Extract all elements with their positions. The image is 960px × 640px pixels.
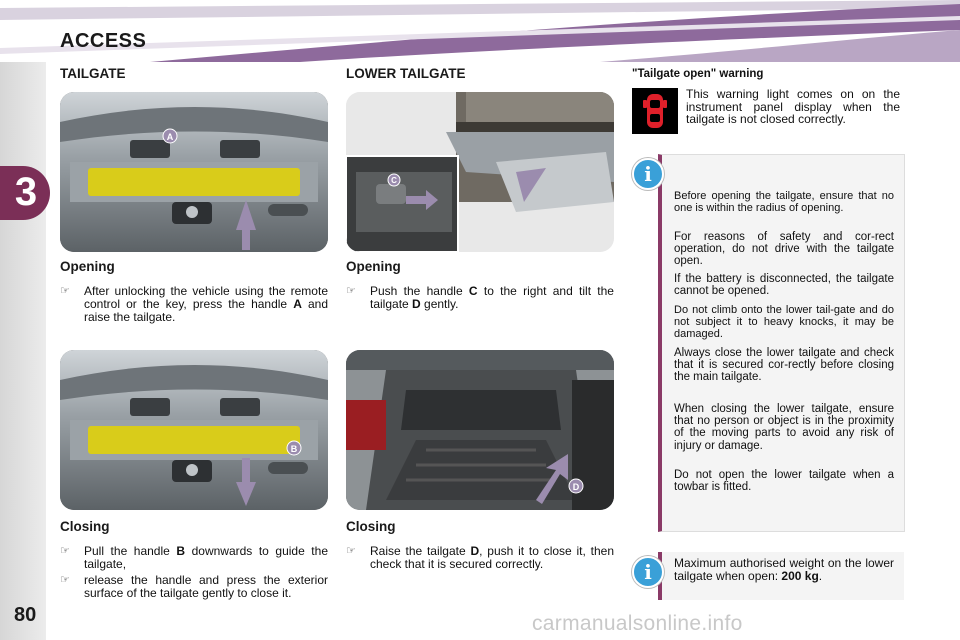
info-paragraph: Always close the lower tailgate and check that it is secured cor-rectly before closing the main tailgate.	[674, 347, 894, 384]
tailgate-closing-step-1: ☞ Pull the handle B downwards to guide the tailgate,	[60, 544, 328, 571]
info-icon: i	[632, 158, 664, 190]
label-c: C	[391, 176, 397, 185]
car-tailgate-open-icon	[632, 88, 678, 134]
lower-tailgate-opening-step: ☞ Push the handle C to the right and tilt the tailgate D gently.	[346, 284, 614, 311]
tailgate-opening-photo	[60, 92, 328, 252]
lower-tailgate-closing-photo	[346, 350, 614, 510]
warning-text: This warning light comes on on the instrument panel display when the tailgate is not closed correctly.	[686, 87, 900, 126]
lower-tailgate-heading: LOWER TAILGATE	[346, 66, 466, 81]
label-b: B	[290, 444, 298, 454]
tailgate-closing-title: Closing	[60, 519, 110, 534]
chapter-number: 3	[14, 170, 38, 214]
info-paragraph: If the battery is disconnected, the tailgate cannot be opened.	[674, 273, 894, 298]
lower-tailgate-opening-photo	[346, 92, 614, 252]
chapter-tab	[0, 166, 50, 220]
lower-tailgate-closing-title: Closing	[346, 519, 396, 534]
tailgate-opening-step: ☞ After unlocking the vehicle using the remote control or the key, press the handle A and raise the tailgate.	[60, 284, 328, 324]
max-weight-text: Maximum authorised weight on the lower tailgate when open: 200 kg.	[674, 556, 894, 583]
page-number: 80	[14, 604, 37, 626]
pointing-hand-icon: ☞	[60, 574, 70, 586]
pointing-hand-icon: ☞	[346, 285, 356, 297]
tailgate-heading: TAILGATE	[60, 66, 126, 81]
info-paragraph: When closing the lower tailgate, ensure that no person or object is in the proximity of the moving parts to avoid any risk of injury or damage.	[674, 403, 894, 452]
page-title: ACCESS	[60, 30, 147, 52]
tailgate-closing-step-2: ☞ release the handle and press the exterior surface of the tailgate gently to close it.	[60, 573, 328, 600]
info-paragraph: Before opening the tailgate, ensure that no one is within the radius of opening.	[674, 190, 894, 215]
warning-heading: "Tailgate open" warning	[632, 68, 764, 80]
info-icon: i	[632, 556, 664, 588]
info-paragraph: For reasons of safety and cor-rect operation, do not drive with the tailgate open.	[674, 231, 894, 268]
lower-tailgate-opening-title: Opening	[346, 259, 401, 274]
lower-tailgate-closing-step: ☞ Raise the tailgate D, push it to close it, then check that it is secured correctly.	[346, 544, 615, 571]
watermark: carmanualsonline.info	[532, 612, 743, 635]
label-d: D	[572, 482, 580, 492]
pointing-hand-icon: ☞	[60, 545, 70, 557]
tailgate-opening-title: Opening	[60, 259, 115, 274]
pointing-hand-icon: ☞	[60, 285, 70, 297]
info-paragraph: Do not climb onto the lower tail-gate and do not subject it to heavy knocks, it may be damaged.	[674, 304, 894, 341]
info-paragraph: Do not open the lower tailgate when a towbar is fitted.	[674, 469, 894, 494]
pointing-hand-icon: ☞	[346, 545, 356, 557]
label-a: A	[166, 132, 174, 142]
side-strip	[0, 62, 46, 640]
tailgate-closing-photo	[60, 350, 328, 510]
